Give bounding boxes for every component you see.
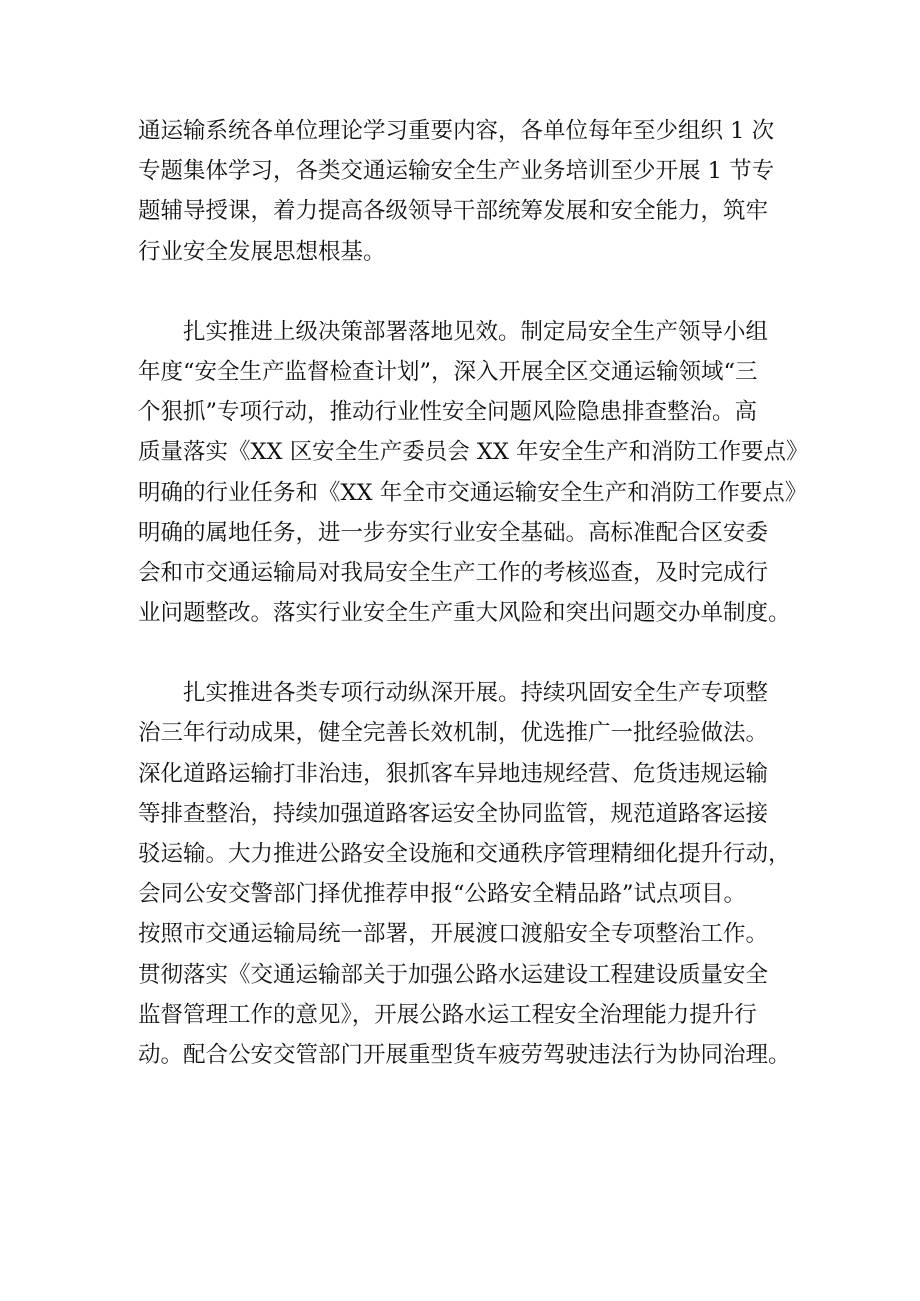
paragraph-line: 题辅导授课，着力提高各级领导干部统筹发展和安全能力，筑牢 — [138, 198, 769, 225]
paragraph-line: 等排查整治，持续加强道路客运安全协同监管，规范道路客运接 — [138, 800, 769, 827]
paragraph-line: 驳运输。大力推进公路安全设施和交通秩序管理精细化提升行动， — [138, 841, 791, 867]
paragraph-line: 深化道路运输打非治违，狠抓客车异地违规经营、危货违规运输 — [138, 760, 769, 787]
paragraph-line: 贯彻落实《交通运输部关于加强公路水运建设工程建设质量安全 — [138, 961, 769, 988]
paragraph-line: 行业安全发展思想根基。 — [138, 238, 386, 265]
document-body — [138, 111, 809, 1115]
paragraph-line: 监督管理工作的意见》，开展公路水运工程安全治理能力提升行 — [138, 1001, 757, 1028]
paragraph-line: 会同公安交警部门择优推荐申报“公路安全精品路”试点项目。 — [138, 881, 747, 908]
paragraph-line: 动。配合公安交管部门开展重型货车疲劳驾驶违法行为协同治理。 — [138, 1041, 791, 1068]
paragraph-line: 通运输系统各单位理论学习重要内容，各单位每年至少组织 1 次 — [138, 118, 775, 144]
paragraph-line: 业问题整改。落实行业安全生产重大风险和突出问题交办单制度。 — [138, 600, 791, 627]
paragraph-line: 质量落实《XX 区安全生产委员会 XX 年安全生产和消防工作要点》 — [138, 439, 809, 466]
paragraph-line: 个狠抓”专项行动，推动行业性安全问题风险隐患排查整治。高 — [138, 399, 758, 426]
paragraph-line: 按照市交通运输局统一部署，开展渡口渡船安全专项整治工作。 — [138, 921, 769, 948]
paragraph-line: 专题集体学习，各类交通运输安全生产业务培训至少开展 1 节专 — [138, 158, 775, 185]
paragraph-line: 治三年行动成果，健全完善长效机制，优选推广一批经验做法。 — [138, 720, 769, 747]
paragraph-line: 明确的行业任务和《XX 年全市交通运输安全生产和消防工作要点》 — [138, 479, 808, 506]
paragraph-line: 会和市交通运输局对我局安全生产工作的考核巡查，及时完成行 — [138, 559, 769, 586]
paragraph-2 — [138, 312, 809, 634]
paragraph-line: 年度“安全生产监督检查计划”，深入开展全区交通运输领域“三 — [138, 358, 758, 385]
paragraph-line: 扎实推进上级决策部署落地见效。制定局安全生产领导小组 — [183, 318, 769, 345]
paragraph-line: 明确的属地任务，进一步夯实行业安全基础。高标准配合区安委 — [138, 519, 769, 546]
paragraph-1 — [138, 111, 798, 272]
paragraph-3 — [138, 673, 798, 1075]
paragraph-line: 扎实推进各类专项行动纵深开展。持续巩固安全生产专项整 — [183, 680, 769, 707]
